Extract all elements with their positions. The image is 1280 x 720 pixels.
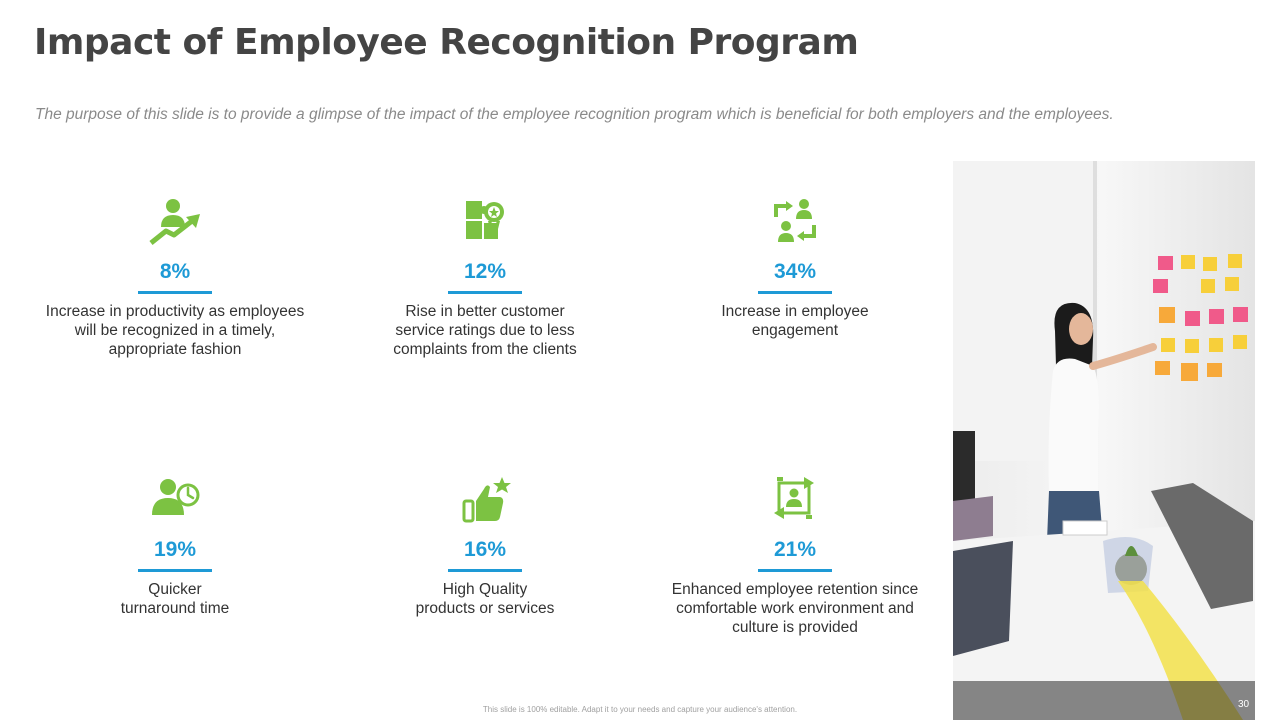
stat-value: 16% — [463, 538, 507, 561]
office-photo-illustration — [953, 161, 1255, 720]
stat-description: Rise in better customer service ratings due to less complaints from the clients — [393, 303, 577, 358]
stat-engagement — [650, 197, 940, 340]
slide-subtitle: The purpose of this slide is to provide a glimpse of the impact of the employee recognition program which is beneficial for both employers and the employees. — [35, 106, 1114, 123]
people-exchange-icon — [768, 197, 822, 247]
stat-description: Quicker turnaround time — [120, 581, 230, 617]
footer-note — [0, 705, 1280, 714]
person-retention-icon — [768, 475, 822, 525]
stat-retention — [650, 475, 940, 637]
stat-value: 12% — [463, 260, 507, 283]
thumbs-up-star-icon — [458, 475, 512, 525]
footer-text: This slide is 100% editable. Adapt it to your needs and capture your audience's attention. — [482, 705, 798, 714]
stat-quality — [340, 475, 630, 618]
page-number: 30 — [1238, 699, 1250, 710]
stat-description: Increase in productivity as employees will be recognized in a timely, appropriate fashion — [45, 303, 305, 358]
employee-clock-icon — [148, 475, 202, 525]
stat-value: 8% — [159, 260, 191, 283]
stat-underline — [138, 291, 212, 294]
stat-value: 21% — [773, 538, 817, 561]
stat-underline — [758, 291, 832, 294]
stat-description: Increase in employee engagement — [721, 303, 869, 339]
puzzle-award-icon — [458, 197, 512, 247]
stat-description: High Quality products or services — [415, 581, 555, 617]
stat-turnaround — [30, 475, 320, 618]
laptop-left — [953, 541, 1013, 656]
slide-title: Impact of Employee Recognition Program — [34, 22, 859, 63]
employee-growth-icon — [148, 197, 202, 247]
stat-value: 34% — [773, 260, 817, 283]
stat-underline — [448, 291, 522, 294]
stat-value: 19% — [153, 538, 197, 561]
office-photo — [953, 161, 1255, 720]
stat-underline — [758, 569, 832, 572]
stat-productivity — [30, 197, 320, 359]
stat-customer-service — [340, 197, 630, 359]
stat-underline — [138, 569, 212, 572]
stat-description: Enhanced employee retention since comfortable work environment and culture is provided — [671, 581, 919, 636]
stat-underline — [448, 569, 522, 572]
